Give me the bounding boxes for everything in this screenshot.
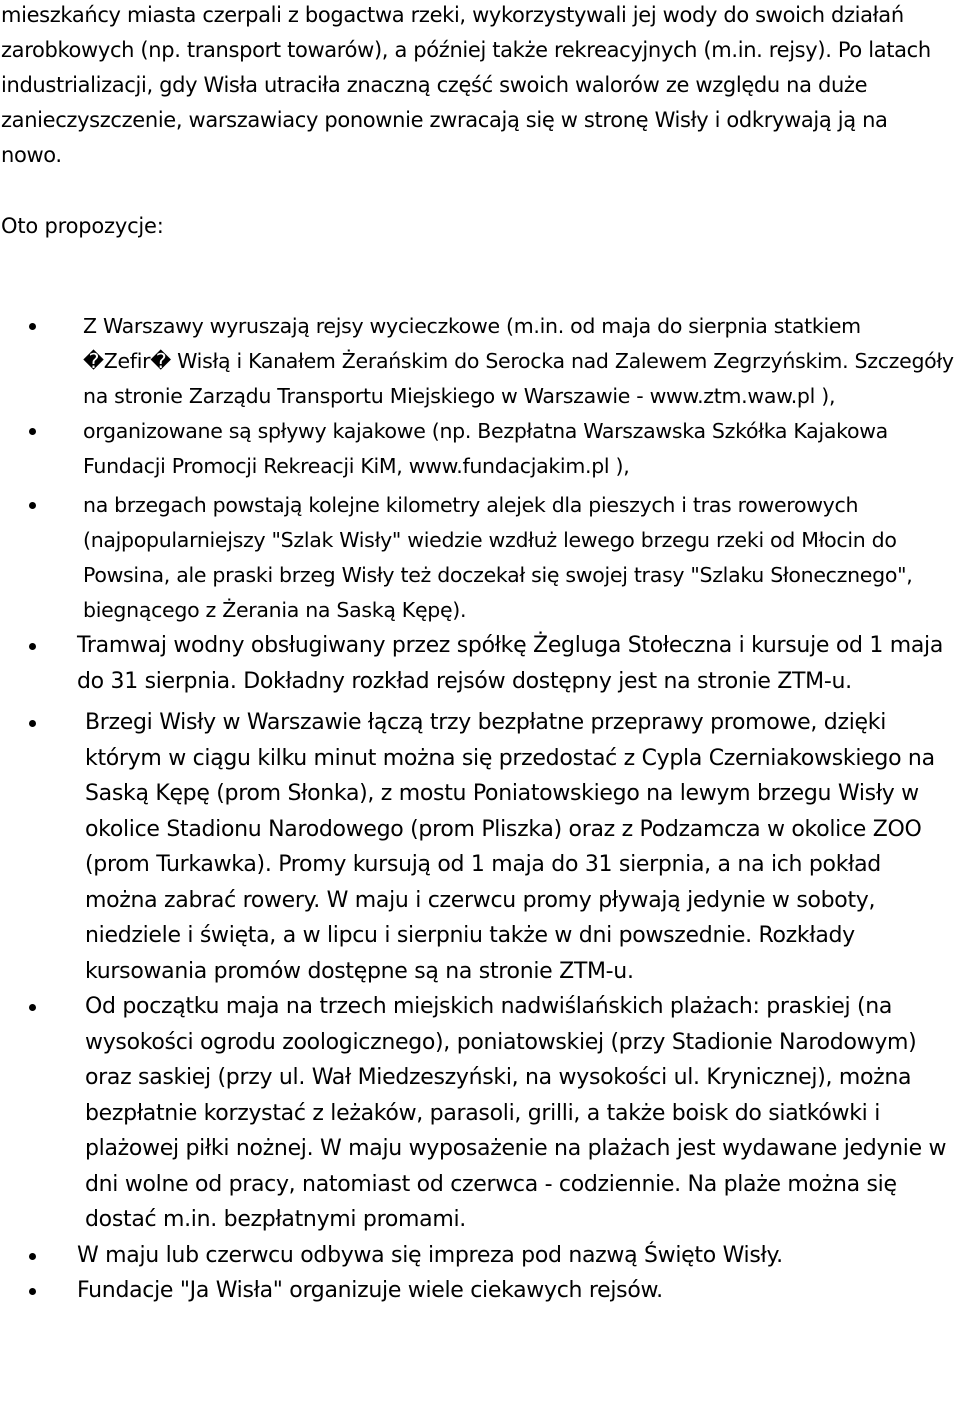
list-item-text: Brzegi Wisły w Warszawie łączą trzy bezpłatne przeprawy promowe, dzięki którym w ciągu kilku minut można się przedostać z Cypla Czerniakowskiego na Saską Kępę (prom Słonka), z mostu Poniatowskiego na lewym brzegu Wisły w okolice Stadionu Narodowego (prom Pliszka) oraz z Podzamcza w okolice ZOO (prom Turkawka). Promy kursują od 1 maja do 31 sierpnia, a na ich pokład można zabrać rowery. W maju i czerwcu promy pływają jedynie w soboty, niedziele i święta, a w lipcu i sierpniu także w dni powszednie. Rozkłady kursowania promów dostępne są na stronie ZTM-u. (85, 710, 935, 984)
list-item (0, 414, 958, 484)
bullet-icon (29, 502, 36, 509)
list-item (0, 488, 958, 628)
intro-paragraph: mieszkańcy miasta czerpali z bogactwa rzeki, wykorzystywali jej wody do swoich działań zarobkowych (np. transport towarów), a później także rekreacyjnych (m.in. rejsy). Po latach industrializacji, gdy Wisła utraciła znaczną część swoich walorów ze względu na duże zanieczyszczenie, warszawiacy ponownie zwracają się w stronę Wisły i odkrywają ją na nowo. (1, 3, 931, 167)
bullet-icon (29, 1253, 36, 1260)
proposals-heading: Oto propozycje: (1, 214, 164, 238)
bullet-icon (29, 323, 36, 330)
bullet-icon (29, 1004, 36, 1011)
bullet-icon (29, 428, 36, 435)
list-item-text: Tramwaj wodny obsługiwany przez spółkę Żegluga Stołeczna i kursuje od 1 maja do 31 sierpnia. Dokładny rozkład rejsów dostępny jest na stronie ZTM-u. (77, 633, 944, 694)
list-item-text: W maju lub czerwcu odbywa się impreza pod nazwą Święto Wisły. (77, 1242, 783, 1268)
list-item-text: Od początku maja na trzech miejskich nadwiślańskich plażach: praskiej (na wysokości ogrodu zoologicznego), poniatowskiej (przy Stadionie Narodowym) oraz saskiej (przy ul. Wał Miedzeszyński, na wysokości ul. Krynicznej), można bezpłatnie korzystać z leżaków, parasoli, grilli, a także boisk do siatkówki i plażowej piłki nożnej. W maju wyposażenie na plażach jest wydawane jedynie w dni wolne od pracy, natomiast od czerwca - codziennie. Na plaże można się dostać m.in. bezpłatnymi promami. (85, 994, 947, 1232)
list-item (0, 989, 958, 1238)
list-item (0, 705, 958, 989)
bullet-icon (29, 1288, 36, 1295)
list-item (0, 309, 958, 414)
list-item-text: organizowane są spływy kajakowe (np. Bezpłatna Warszawska Szkółka Kajakowa Fundacji Promocji Rekreacji KiM, www.fundacjakim.pl ), (83, 419, 888, 478)
list-item (0, 1273, 958, 1309)
proposals-list (0, 309, 958, 1309)
list-item (0, 628, 958, 699)
bullet-icon (29, 720, 36, 727)
list-item-text: Z Warszawy wyruszają rejsy wycieczkowe (m.in. od maja do sierpnia statkiem �Zefir� Wisłą i Kanałem Żerańskim do Serocka nad Zalewem Zegrzyńskim. Szczegóły na stronie Zarządu Transportu Miejskiego w Warszawie - www.ztm.waw.pl ), (83, 314, 954, 408)
bullet-icon (29, 643, 36, 650)
list-item-text: Fundacje "Ja Wisła" organizuje wiele ciekawych rejsów. (77, 1278, 663, 1303)
list-item (0, 1238, 958, 1274)
list-item-text: na brzegach powstają kolejne kilometry alejek dla pieszych i tras rowerowych (najpopularniejszy "Szlak Wisły" wiedzie wzdłuż lewego brzegu rzeki od Młocin do Powsina, ale praski brzeg Wisły też doczekał się swojej trasy "Szlaku Słonecznego", biegnącego z Żerania na Saską Kępę). (83, 493, 913, 622)
